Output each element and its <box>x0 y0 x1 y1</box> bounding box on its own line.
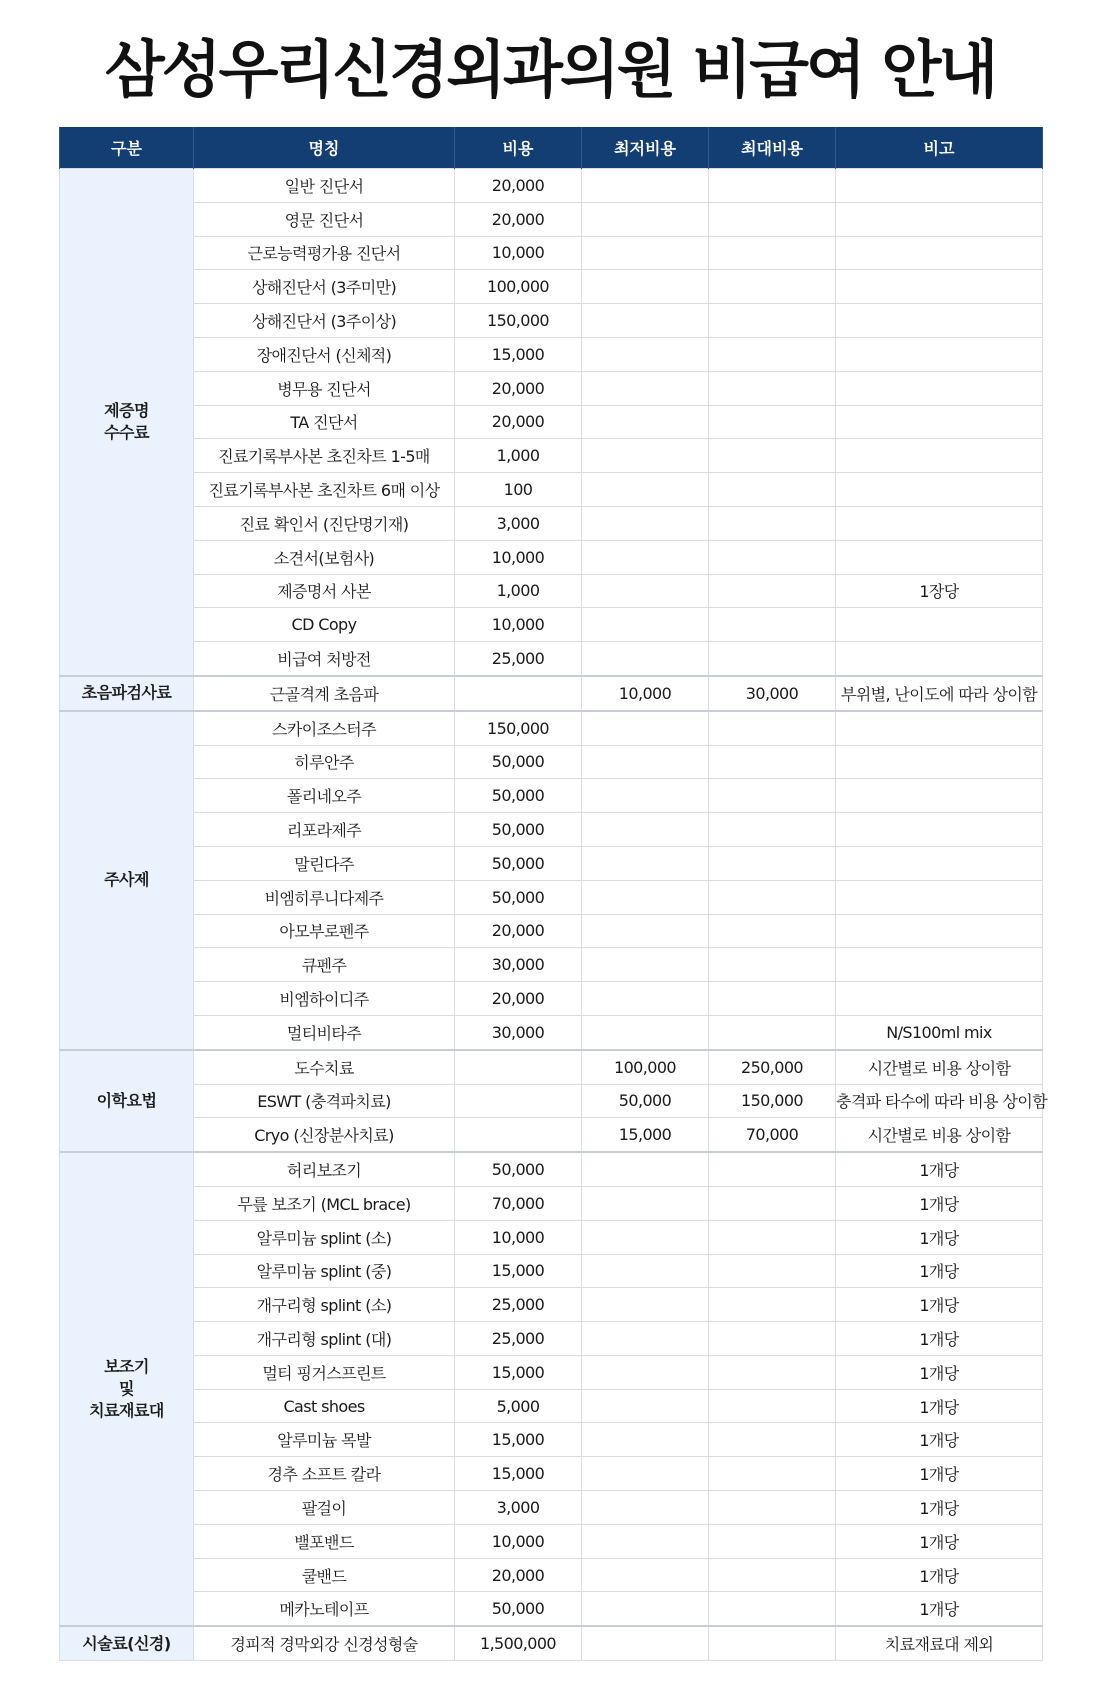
cost-cell: 15,000 <box>455 337 582 371</box>
max-cost-cell <box>709 1389 836 1423</box>
note-cell: 1개당 <box>836 1592 1043 1626</box>
max-cost-cell <box>709 1322 836 1356</box>
item-name-cell: 폴리네오주 <box>194 779 455 813</box>
min-cost-cell <box>582 1355 709 1389</box>
min-cost-cell <box>582 1186 709 1220</box>
table-row <box>60 711 1043 745</box>
table-row <box>60 169 1043 203</box>
cost-cell: 30,000 <box>455 948 582 982</box>
max-cost-cell: 70,000 <box>709 1118 836 1152</box>
table-row <box>60 540 1043 574</box>
note-cell <box>836 779 1043 813</box>
item-name-cell: 영문 진단서 <box>194 202 455 236</box>
min-cost-cell: 50,000 <box>582 1084 709 1118</box>
table-row <box>60 337 1043 371</box>
table-row <box>60 846 1043 880</box>
table-row <box>60 1423 1043 1457</box>
item-name-cell: 히루안주 <box>194 745 455 779</box>
item-name-cell: TA 진단서 <box>194 405 455 439</box>
item-name-cell: 멀티 핑거스프린트 <box>194 1355 455 1389</box>
table-row <box>60 779 1043 813</box>
cost-cell: 10,000 <box>455 608 582 642</box>
table-body <box>60 169 1048 1661</box>
item-name-cell: Cast shoes <box>194 1389 455 1423</box>
item-name-cell: ESWT (충격파치료) <box>194 1084 455 1118</box>
item-name-cell: 상해진단서 (3주이상) <box>194 304 455 338</box>
min-cost-cell <box>582 1626 709 1660</box>
table-row <box>60 1558 1043 1592</box>
note-cell <box>836 236 1043 270</box>
cost-cell: 25,000 <box>455 1322 582 1356</box>
table-row <box>60 1626 1043 1660</box>
max-cost-cell <box>709 779 836 813</box>
min-cost-cell <box>582 1015 709 1049</box>
item-name-cell: 장애진단서 (신체적) <box>194 337 455 371</box>
min-cost-cell <box>582 574 709 608</box>
min-cost-cell <box>582 540 709 574</box>
item-name-cell: 개구리형 splint (소) <box>194 1288 455 1322</box>
table-row <box>60 1288 1043 1322</box>
note-cell <box>836 304 1043 338</box>
min-cost-cell <box>582 337 709 371</box>
table-row <box>60 642 1043 676</box>
min-cost-cell <box>582 779 709 813</box>
item-name-cell: 메카노테이프 <box>194 1592 455 1626</box>
min-cost-cell <box>582 948 709 982</box>
cost-cell: 20,000 <box>455 202 582 236</box>
min-cost-cell <box>582 1491 709 1525</box>
cost-cell: 50,000 <box>455 1152 582 1186</box>
item-name-cell: 진료 확인서 (진단명기재) <box>194 506 455 540</box>
note-cell: 1장당 <box>836 574 1043 608</box>
header-category: 구분 <box>60 127 194 169</box>
cost-cell <box>455 1084 582 1118</box>
note-cell: N/S100ml mix <box>836 1015 1043 1049</box>
note-cell <box>836 540 1043 574</box>
fee-table <box>59 127 1048 1661</box>
category-cell: 시술료(신경) <box>60 1626 194 1660</box>
cost-cell: 50,000 <box>455 779 582 813</box>
table-row <box>60 202 1043 236</box>
item-name-cell: 근골격계 초음파 <box>194 676 455 711</box>
cost-cell <box>455 1118 582 1152</box>
min-cost-cell <box>582 304 709 338</box>
min-cost-cell <box>582 371 709 405</box>
item-name-cell: 리포라제주 <box>194 813 455 847</box>
table-row <box>60 236 1043 270</box>
item-name-cell: 비엠하이디주 <box>194 982 455 1016</box>
max-cost-cell <box>709 1626 836 1660</box>
max-cost-cell <box>709 371 836 405</box>
item-name-cell: 제증명서 사본 <box>194 574 455 608</box>
item-name-cell: 쿨밴드 <box>194 1558 455 1592</box>
item-name-cell: 아모부로펜주 <box>194 914 455 948</box>
min-cost-cell <box>582 1592 709 1626</box>
table-row <box>60 1152 1043 1186</box>
header-name: 명칭 <box>194 127 455 169</box>
cost-cell <box>455 1050 582 1084</box>
cost-cell: 150,000 <box>455 711 582 745</box>
table-row <box>60 745 1043 779</box>
max-cost-cell <box>709 813 836 847</box>
item-name-cell: 경추 소프트 칼라 <box>194 1457 455 1491</box>
cost-cell: 1,000 <box>455 574 582 608</box>
cost-cell: 50,000 <box>455 813 582 847</box>
max-cost-cell <box>709 914 836 948</box>
table-row <box>60 880 1043 914</box>
cost-cell: 3,000 <box>455 1491 582 1525</box>
item-name-cell: 개구리형 splint (대) <box>194 1322 455 1356</box>
min-cost-cell <box>582 405 709 439</box>
max-cost-cell <box>709 169 836 203</box>
max-cost-cell <box>709 473 836 507</box>
note-cell <box>836 371 1043 405</box>
min-cost-cell <box>582 473 709 507</box>
note-cell: 1개당 <box>836 1355 1043 1389</box>
note-cell <box>836 642 1043 676</box>
note-cell: 1개당 <box>836 1389 1043 1423</box>
max-cost-cell <box>709 439 836 473</box>
cost-cell: 15,000 <box>455 1457 582 1491</box>
max-cost-cell: 30,000 <box>709 676 836 711</box>
item-name-cell: 병무용 진단서 <box>194 371 455 405</box>
cost-cell: 20,000 <box>455 982 582 1016</box>
cost-cell: 10,000 <box>455 1524 582 1558</box>
min-cost-cell <box>582 1558 709 1592</box>
max-cost-cell <box>709 1186 836 1220</box>
note-cell <box>836 270 1043 304</box>
max-cost-cell <box>709 540 836 574</box>
table-row <box>60 574 1043 608</box>
item-name-cell: 말린다주 <box>194 846 455 880</box>
note-cell: 충격파 타수에 따라 비용 상이함 <box>836 1084 1043 1118</box>
table-row <box>60 1254 1043 1288</box>
item-name-cell: 근로능력평가용 진단서 <box>194 236 455 270</box>
cost-cell: 20,000 <box>455 371 582 405</box>
cost-cell: 15,000 <box>455 1423 582 1457</box>
table-row <box>60 405 1043 439</box>
cost-cell: 10,000 <box>455 540 582 574</box>
min-cost-cell <box>582 506 709 540</box>
max-cost-cell <box>709 1152 836 1186</box>
table-row <box>60 948 1043 982</box>
note-cell <box>836 948 1043 982</box>
note-cell <box>836 982 1043 1016</box>
min-cost-cell: 15,000 <box>582 1118 709 1152</box>
item-name-cell: Cryo (신장분사치료) <box>194 1118 455 1152</box>
note-cell: 1개당 <box>836 1524 1043 1558</box>
table-row <box>60 1491 1043 1525</box>
max-cost-cell <box>709 574 836 608</box>
note-cell <box>836 711 1043 745</box>
note-cell <box>836 745 1043 779</box>
table-row <box>60 1389 1043 1423</box>
cost-cell: 100 <box>455 473 582 507</box>
item-name-cell: 멀티비타주 <box>194 1015 455 1049</box>
item-name-cell: CD Copy <box>194 608 455 642</box>
note-cell: 1개당 <box>836 1322 1043 1356</box>
table-row <box>60 1050 1043 1084</box>
cost-cell: 15,000 <box>455 1254 582 1288</box>
min-cost-cell <box>582 880 709 914</box>
min-cost-cell: 10,000 <box>582 676 709 711</box>
header-max-cost: 최대비용 <box>709 127 836 169</box>
note-cell <box>836 846 1043 880</box>
page-title: 삼성우리신경외과의원 비급여 안내 <box>104 32 996 106</box>
cost-cell: 20,000 <box>455 405 582 439</box>
note-cell: 1개당 <box>836 1491 1043 1525</box>
table-row <box>60 813 1043 847</box>
min-cost-cell <box>582 1152 709 1186</box>
item-name-cell: 알루미늄 splint (중) <box>194 1254 455 1288</box>
note-cell: 1개당 <box>836 1254 1043 1288</box>
min-cost-cell <box>582 270 709 304</box>
note-cell: 부위별, 난이도에 따라 상이함 <box>836 676 1043 711</box>
category-cell: 보조기 및 치료재료대 <box>60 1152 194 1626</box>
note-cell <box>836 405 1043 439</box>
note-cell: 1개당 <box>836 1423 1043 1457</box>
note-cell: 1개당 <box>836 1457 1043 1491</box>
table-row <box>60 304 1043 338</box>
note-cell <box>836 608 1043 642</box>
item-name-cell: 진료기록부사본 초진차트 1-5매 <box>194 439 455 473</box>
cost-cell: 50,000 <box>455 846 582 880</box>
cost-cell: 25,000 <box>455 642 582 676</box>
min-cost-cell <box>582 914 709 948</box>
table-row <box>60 1118 1043 1152</box>
note-cell <box>836 506 1043 540</box>
cost-cell: 70,000 <box>455 1186 582 1220</box>
item-name-cell: 진료기록부사본 초진차트 6매 이상 <box>194 473 455 507</box>
category-cell: 이학요법 <box>60 1050 194 1152</box>
table-row <box>60 1457 1043 1491</box>
table-row <box>60 371 1043 405</box>
table-row <box>60 1015 1043 1049</box>
cost-cell: 1,000 <box>455 439 582 473</box>
table-row <box>60 1524 1043 1558</box>
max-cost-cell <box>709 880 836 914</box>
item-name-cell: 비급여 처방전 <box>194 642 455 676</box>
category-cell: 주사제 <box>60 711 194 1050</box>
max-cost-cell <box>709 1015 836 1049</box>
min-cost-cell <box>582 236 709 270</box>
item-name-cell: 일반 진단서 <box>194 169 455 203</box>
max-cost-cell <box>709 1288 836 1322</box>
item-name-cell: 스카이조스터주 <box>194 711 455 745</box>
cost-cell: 50,000 <box>455 745 582 779</box>
cost-cell: 20,000 <box>455 914 582 948</box>
min-cost-cell <box>582 1220 709 1254</box>
item-name-cell: 팔걸이 <box>194 1491 455 1525</box>
cost-cell: 50,000 <box>455 1592 582 1626</box>
max-cost-cell <box>709 1457 836 1491</box>
max-cost-cell <box>709 270 836 304</box>
min-cost-cell <box>582 982 709 1016</box>
item-name-cell: 허리보조기 <box>194 1152 455 1186</box>
table-row <box>60 270 1043 304</box>
item-name-cell: 소견서(보험사) <box>194 540 455 574</box>
max-cost-cell <box>709 1592 836 1626</box>
cost-cell: 20,000 <box>455 1558 582 1592</box>
table-row <box>60 1186 1043 1220</box>
header-min-cost: 최저비용 <box>582 127 709 169</box>
note-cell: 치료재료대 제외 <box>836 1626 1043 1660</box>
min-cost-cell <box>582 169 709 203</box>
max-cost-cell <box>709 236 836 270</box>
note-cell <box>836 202 1043 236</box>
max-cost-cell: 250,000 <box>709 1050 836 1084</box>
table-row <box>60 982 1043 1016</box>
min-cost-cell <box>582 745 709 779</box>
cost-cell: 20,000 <box>455 169 582 203</box>
max-cost-cell <box>709 1220 836 1254</box>
note-cell: 시간별로 비용 상이함 <box>836 1050 1043 1084</box>
table-row <box>60 676 1043 711</box>
cost-cell: 10,000 <box>455 1220 582 1254</box>
max-cost-cell <box>709 1355 836 1389</box>
note-cell <box>836 914 1043 948</box>
category-cell: 초음파검사료 <box>60 676 194 711</box>
min-cost-cell <box>582 439 709 473</box>
max-cost-cell <box>709 846 836 880</box>
max-cost-cell <box>709 642 836 676</box>
max-cost-cell <box>709 1524 836 1558</box>
table-row <box>60 1220 1043 1254</box>
max-cost-cell <box>709 948 836 982</box>
max-cost-cell <box>709 608 836 642</box>
header-cost: 비용 <box>455 127 582 169</box>
min-cost-cell <box>582 1423 709 1457</box>
note-cell: 1개당 <box>836 1220 1043 1254</box>
min-cost-cell: 100,000 <box>582 1050 709 1084</box>
table-row <box>60 1322 1043 1356</box>
max-cost-cell <box>709 1254 836 1288</box>
category-cell: 제증명 수수료 <box>60 169 194 676</box>
max-cost-cell <box>709 506 836 540</box>
cost-cell: 3,000 <box>455 506 582 540</box>
min-cost-cell <box>582 846 709 880</box>
max-cost-cell <box>709 405 836 439</box>
note-cell <box>836 473 1043 507</box>
cost-cell: 1,500,000 <box>455 1626 582 1660</box>
cost-cell: 150,000 <box>455 304 582 338</box>
max-cost-cell <box>709 304 836 338</box>
min-cost-cell <box>582 1254 709 1288</box>
min-cost-cell <box>582 813 709 847</box>
min-cost-cell <box>582 1389 709 1423</box>
note-cell <box>836 337 1043 371</box>
cost-cell: 30,000 <box>455 1015 582 1049</box>
note-cell <box>836 813 1043 847</box>
max-cost-cell: 150,000 <box>709 1084 836 1118</box>
max-cost-cell <box>709 202 836 236</box>
item-name-cell: 알루미늄 splint (소) <box>194 1220 455 1254</box>
note-cell: 시간별로 비용 상이함 <box>836 1118 1043 1152</box>
cost-cell: 25,000 <box>455 1288 582 1322</box>
note-cell <box>836 169 1043 203</box>
cost-cell: 15,000 <box>455 1355 582 1389</box>
max-cost-cell <box>709 982 836 1016</box>
max-cost-cell <box>709 1491 836 1525</box>
item-name-cell: 알루미늄 목발 <box>194 1423 455 1457</box>
note-cell: 1개당 <box>836 1288 1043 1322</box>
min-cost-cell <box>582 1457 709 1491</box>
item-name-cell: 도수치료 <box>194 1050 455 1084</box>
cost-cell <box>455 676 582 711</box>
item-name-cell: 밸포밴드 <box>194 1524 455 1558</box>
max-cost-cell <box>709 337 836 371</box>
cost-cell: 10,000 <box>455 236 582 270</box>
item-name-cell: 비엠히루니다제주 <box>194 880 455 914</box>
note-cell <box>836 880 1043 914</box>
header-note: 비고 <box>836 127 1043 169</box>
cost-cell: 5,000 <box>455 1389 582 1423</box>
table-row <box>60 914 1043 948</box>
item-name-cell: 무릎 보조기 (MCL brace) <box>194 1186 455 1220</box>
note-cell: 1개당 <box>836 1152 1043 1186</box>
min-cost-cell <box>582 642 709 676</box>
table-row <box>60 439 1043 473</box>
min-cost-cell <box>582 608 709 642</box>
table-row <box>60 506 1043 540</box>
table-row <box>60 1084 1043 1118</box>
max-cost-cell <box>709 1423 836 1457</box>
note-cell: 1개당 <box>836 1558 1043 1592</box>
min-cost-cell <box>582 711 709 745</box>
table-row <box>60 608 1043 642</box>
table-row <box>60 473 1043 507</box>
min-cost-cell <box>582 202 709 236</box>
table-header-row <box>60 127 1043 169</box>
max-cost-cell <box>709 1558 836 1592</box>
item-name-cell: 큐펜주 <box>194 948 455 982</box>
cost-cell: 50,000 <box>455 880 582 914</box>
table-row <box>60 1355 1043 1389</box>
max-cost-cell <box>709 711 836 745</box>
item-name-cell: 상해진단서 (3주미만) <box>194 270 455 304</box>
item-name-cell: 경피적 경막외강 신경성형술 <box>194 1626 455 1660</box>
cost-cell: 100,000 <box>455 270 582 304</box>
min-cost-cell <box>582 1322 709 1356</box>
note-cell: 1개당 <box>836 1186 1043 1220</box>
note-cell <box>836 439 1043 473</box>
min-cost-cell <box>582 1288 709 1322</box>
min-cost-cell <box>582 1524 709 1558</box>
table-row <box>60 1592 1043 1626</box>
max-cost-cell <box>709 745 836 779</box>
